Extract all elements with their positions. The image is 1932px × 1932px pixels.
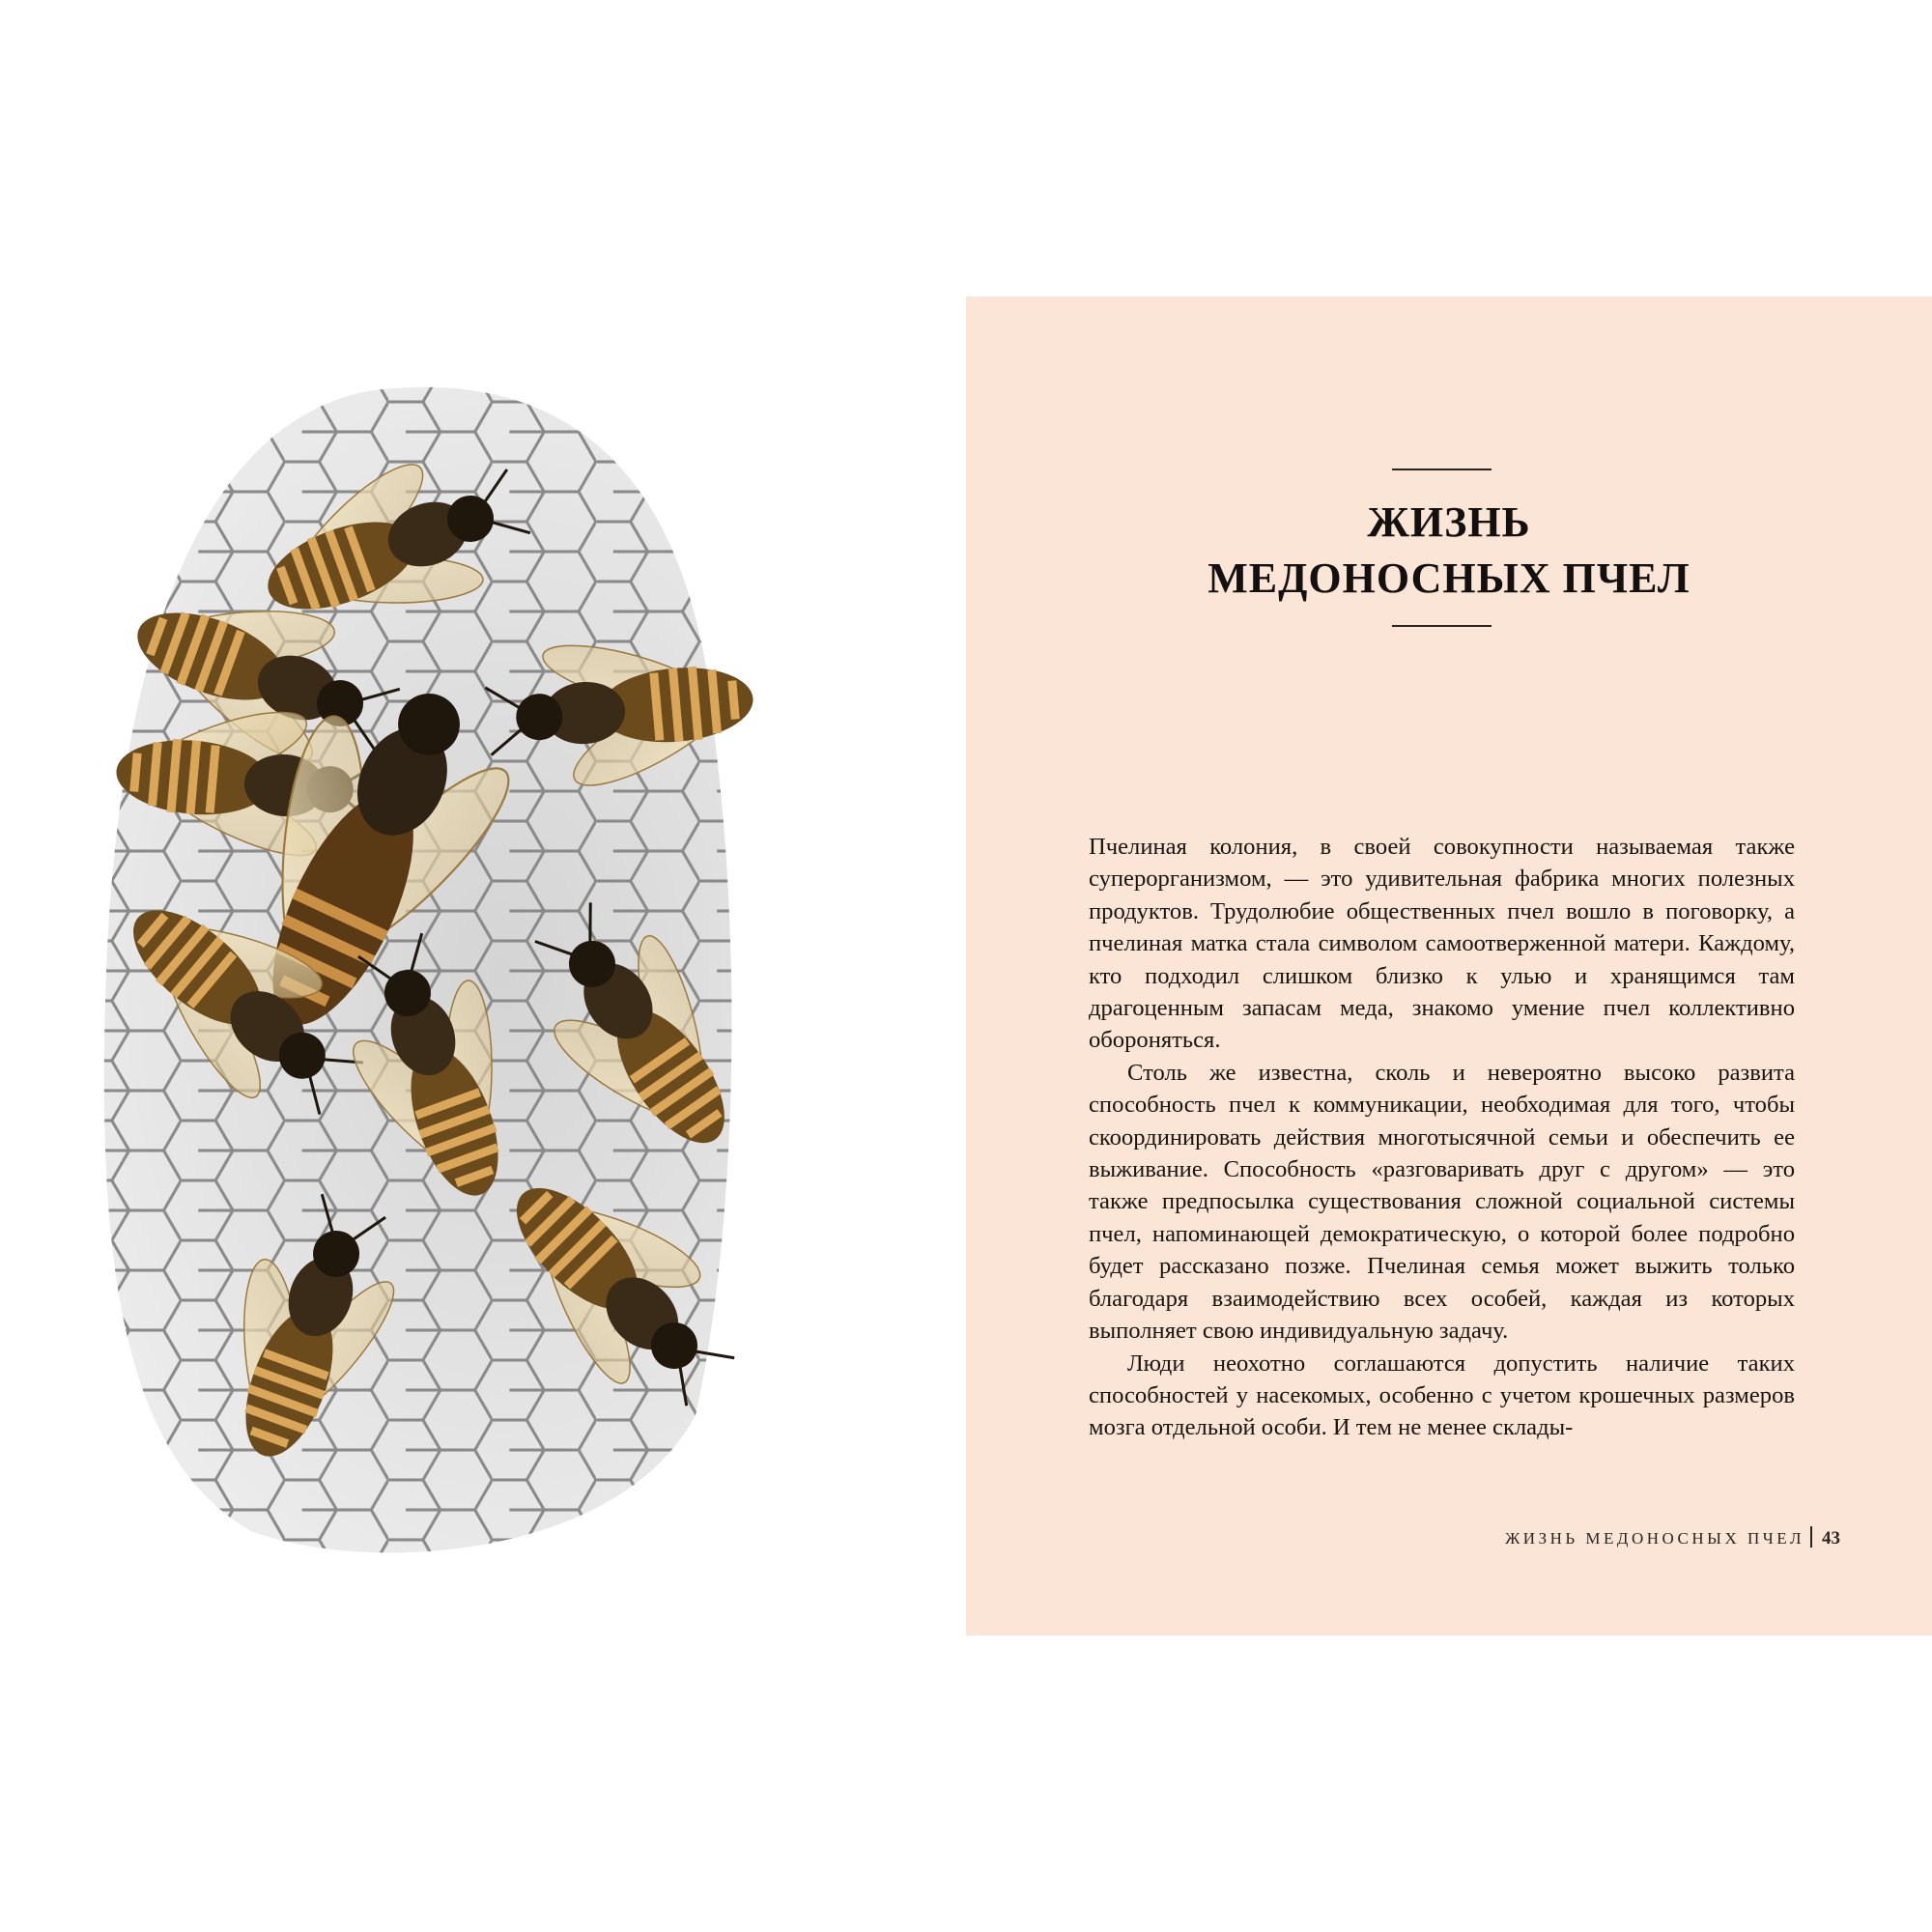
- chapter-title-line-2: МЕДОНОСНЫХ ПЧЕЛ: [1208, 554, 1690, 602]
- running-head-title: ЖИЗНЬ МЕДОНОСНЫХ ПЧЕЛ: [1505, 1529, 1804, 1548]
- page-number: 43: [1822, 1528, 1840, 1548]
- body-text: [1089, 831, 1795, 1444]
- title-rule-top: [1392, 469, 1492, 470]
- chapter-title-line-1: ЖИЗНЬ: [1367, 498, 1531, 546]
- paragraph: Люди неохотно соглашаются допустить наличие таких способностей у насекомых, особенно с учетом крошечных размеров мозга отдельной особи. И тем не менее склады-: [1089, 1350, 1795, 1441]
- title-rule-bottom: [1392, 625, 1492, 627]
- text-panel: [966, 297, 1932, 1635]
- bees-on-honeycomb-illustration: [77, 372, 927, 1575]
- running-head: [966, 1526, 1840, 1549]
- paragraph: Столь же известна, сколь и невероятно высоко развита способность пчел к коммуникации, необходимая для того, чтобы скоординировать действия многотысячной семьи и обеспечить ее выживание. Способность «разговаривать друг с другом» — это также предпосылка существования сложной социальной системы пчел, напоминающей демократическую, о которой более подробно будет рассказано позже. Пчелиная семья может выжить только благодаря взаимодействию всех особей, каждая из которых выполняет свою индивидуальную задачу.: [1089, 1059, 1795, 1345]
- running-head-separator: [1810, 1526, 1812, 1548]
- paragraph: Пчелиная колония, в своей совокупности называемая также суперорганизмом, — это удивительная фабрика многих полезных продуктов. Трудолюбие общественных пчел вошло в поговорку, а пчелиная матка стала символом самоотверженной матери. Каждому, кто подходил слишком близко к улью и хранящимся там драгоценным запасам меда, знакомо умение пчел коллективно обороняться.: [1089, 834, 1795, 1054]
- chapter-title: [966, 495, 1932, 607]
